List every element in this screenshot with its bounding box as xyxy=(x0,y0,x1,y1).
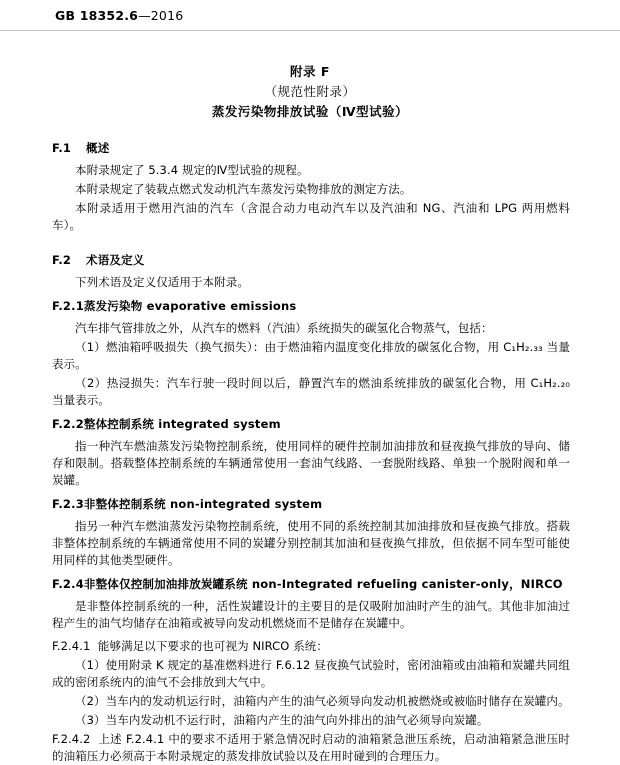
standard-year: —2016 xyxy=(138,8,184,23)
document-content xyxy=(0,62,620,765)
paragraph: 下列术语及定义仅适用于本附录。 xyxy=(75,275,249,289)
term-heading-f2-2 xyxy=(52,416,620,432)
paragraph: 指一种汽车燃油蒸发污染物控制系统，使用同样的硬件控制加油排放和昼夜换气排放的导向、储存和限制。搭载整体控制系统的车辆通常使用一套油气线路、一套脱附线路、单独一个脱附阀和单一炭罐。 xyxy=(52,439,570,487)
section-title-f1: 概述 xyxy=(86,141,110,155)
term-number-f2-4: F.2.4 xyxy=(52,577,84,591)
section-heading-f1 xyxy=(52,140,620,156)
subitem-number-f2-4-1: F.2.4.1 xyxy=(52,639,91,653)
term-title-f2-2: 整体控制系统 integrated system xyxy=(83,417,281,431)
paragraph: （2）热浸损失：汽车行驶一段时间以后，静置汽车的燃油系统排放的碳氢化合物，用 C₁H₂.₂₀ 当量表示。 xyxy=(52,376,570,407)
subitem-text-f2-4-2: 上述 F.2.4.1 中的要求不适用于紧急情况时启动的油箱紧急泄压系统，启动油箱紧急泄压时的油箱压力必须高于本附录规定的蒸发排放试验以及在用时碰到的合理压力。 xyxy=(52,732,570,763)
paragraph: （2）当车内的发动机运行时，油箱内产生的油气必须导向发动机被燃烧或被临时储存在炭罐内。 xyxy=(75,694,570,708)
subitem-f2-4-2 xyxy=(52,731,570,765)
paragraph: （1）燃油箱呼吸损失（换气损失）：由于燃油箱内温度变化排放的碳氢化合物，用 C₁H₂.₃₃ 当量表示。 xyxy=(52,340,570,371)
annex-title-line1: 附录 F xyxy=(290,64,330,79)
section-heading-f2 xyxy=(52,252,620,268)
annex-title xyxy=(0,62,620,122)
term-title-f2-1: 蒸发污染物 evaporative emissions xyxy=(83,299,297,313)
paragraph: 汽车排气管排放之外，从汽车的燃料（汽油）系统损失的碳氢化合物蒸气，包括： xyxy=(75,321,493,335)
term-heading-f2-1 xyxy=(52,298,620,314)
standard-code: GB 18352.6 xyxy=(55,8,139,23)
term-heading-f2-3 xyxy=(52,496,620,512)
header-divider xyxy=(0,30,620,31)
subitem-number-f2-4-2: F.2.4.2 xyxy=(52,732,91,746)
term-number-f2-3: F.2.3 xyxy=(52,497,84,511)
paragraph: （1）使用附录 K 规定的基准燃料进行 F.6.12 昼夜换气试验时，密闭油箱或由油箱和炭罐共同组成的密闭系统内的油气不会排放到大气中。 xyxy=(52,658,570,689)
paragraph: 本附录规定了装载点燃式发动机汽车蒸发污染物排放的测定方法。 xyxy=(75,182,412,196)
annex-title-line2: （规范性附录） xyxy=(264,84,356,99)
paragraph: 本附录规定了 5.3.4 规定的Ⅳ型试验的规程。 xyxy=(75,163,309,177)
paragraph: （3）当车内发动机不运行时，油箱内产生的油气向外排出的油气必须导向炭罐。 xyxy=(75,713,489,727)
term-number-f2-1: F.2.1 xyxy=(52,299,84,313)
section-title-f2: 术语及定义 xyxy=(86,253,145,267)
paragraph: 本附录适用于燃用汽油的汽车（含混合动力电动汽车以及汽油和 NG、汽油和 LPG 两用燃料车）。 xyxy=(52,201,570,232)
section-number-f1: F.1 xyxy=(52,141,72,155)
paragraph: 指另一种汽车燃油蒸发污染物控制系统，使用不同的系统控制其加油排放和昼夜换气排放。搭载非整体控制系统的车辆通常使用不同的炭罐分别控制其加油和昼夜换气排放，但依据不同车型可能使用同样的其他类型硬件。 xyxy=(52,519,570,567)
term-number-f2-2: F.2.2 xyxy=(52,417,84,431)
subitem-f2-4-1 xyxy=(52,638,570,655)
term-title-f2-4: 非整体仅控制加油排放炭罐系统 non-Integrated refueling canister-only，NIRCO xyxy=(83,577,563,591)
annex-title-line3: 蒸发污染物排放试验（Ⅳ型试验） xyxy=(211,104,409,119)
section-number-f2: F.2 xyxy=(52,253,72,267)
page-header xyxy=(55,8,183,23)
term-heading-f2-4 xyxy=(52,576,620,592)
subitem-lead-f2-4-1: 能够满足以下要求的也可视为 NIRCO 系统： xyxy=(97,639,329,653)
paragraph: 是非整体控制系统的一种，活性炭罐设计的主要目的是仅吸附加油时产生的油气。其他非加油过程产生的油气均储存在油箱或被导向发动机燃烧而不是储存在炭罐中。 xyxy=(52,599,570,630)
term-title-f2-3: 非整体控制系统 non-integrated system xyxy=(83,497,323,511)
